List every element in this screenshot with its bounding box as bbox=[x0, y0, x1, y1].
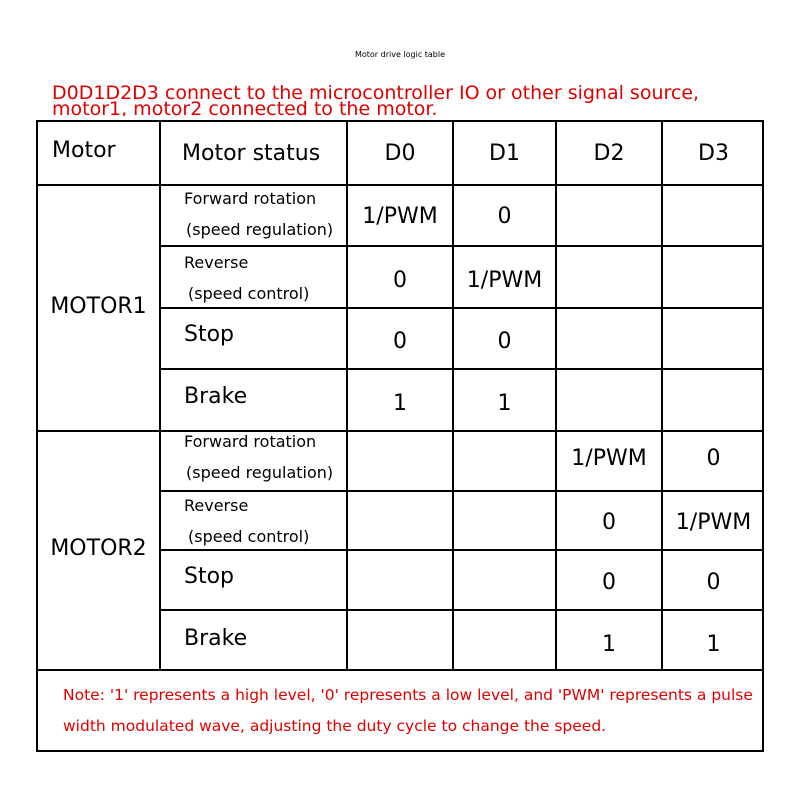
header-d2: D2 bbox=[593, 140, 625, 166]
table-cell: 0 bbox=[393, 267, 407, 293]
table-cell: 1 bbox=[602, 631, 616, 657]
status-sublabel: (speed control) bbox=[188, 527, 310, 546]
table-divider bbox=[160, 307, 764, 309]
table-divider bbox=[160, 368, 764, 370]
table-cell: 0 bbox=[497, 328, 512, 354]
status-sublabel: (speed regulation) bbox=[186, 463, 334, 482]
table-cell: 0 bbox=[497, 203, 512, 229]
table-divider bbox=[36, 669, 764, 671]
table-divider bbox=[36, 184, 764, 186]
motor-name: MOTOR1 bbox=[50, 293, 147, 319]
status-label: Forward rotation bbox=[184, 189, 317, 208]
subtitle-line-1: D0D1D2D3 connect to the microcontroller IO or other signal source, bbox=[52, 84, 700, 103]
note-line-1: Note: '1' represents a high level, '0' represents a low level, and 'PWM' represents a pulse bbox=[63, 686, 753, 704]
table-divider bbox=[160, 609, 764, 611]
table-cell: 0 bbox=[706, 569, 721, 595]
header-d3: D3 bbox=[698, 140, 729, 166]
table-cell: 0 bbox=[393, 328, 407, 354]
table-divider bbox=[159, 120, 161, 670]
table-cell: 1/PWM bbox=[571, 445, 647, 471]
table-cell: 1 bbox=[706, 631, 721, 657]
table-divider bbox=[160, 549, 764, 551]
status-label: Brake bbox=[184, 384, 248, 409]
table-cell: 0 bbox=[602, 509, 616, 535]
table-divider bbox=[160, 490, 764, 492]
table-cell: 0 bbox=[706, 445, 721, 471]
table-cell: 1/PWM bbox=[675, 509, 752, 535]
table-divider bbox=[36, 430, 764, 432]
table-cell: 1/PWM bbox=[466, 267, 543, 293]
table-divider bbox=[160, 245, 764, 247]
header-motor-status: Motor status bbox=[182, 140, 321, 166]
table-cell: 1/PWM bbox=[362, 203, 438, 229]
header-motor: Motor bbox=[52, 137, 116, 163]
status-label: Brake bbox=[184, 626, 248, 651]
header-d0: D0 bbox=[384, 140, 416, 166]
status-label: Reverse bbox=[184, 253, 249, 272]
table-cell: 1 bbox=[497, 390, 512, 416]
page-title: Motor drive logic table bbox=[354, 50, 446, 59]
status-label: Forward rotation bbox=[184, 432, 317, 451]
table-cell: 1 bbox=[393, 390, 407, 416]
status-label: Stop bbox=[184, 322, 235, 347]
table-cell: 0 bbox=[602, 569, 616, 595]
status-label: Reverse bbox=[184, 496, 249, 515]
status-sublabel: (speed control) bbox=[188, 284, 310, 303]
status-label: Stop bbox=[184, 564, 235, 589]
status-sublabel: (speed regulation) bbox=[186, 220, 334, 239]
motor-name: MOTOR2 bbox=[50, 535, 147, 561]
header-d1: D1 bbox=[489, 140, 520, 166]
note-line-2: width modulated wave, adjusting the duty cycle to change the speed. bbox=[63, 717, 607, 735]
subtitle-line-2: motor1, motor2 connected to the motor. bbox=[52, 100, 438, 116]
